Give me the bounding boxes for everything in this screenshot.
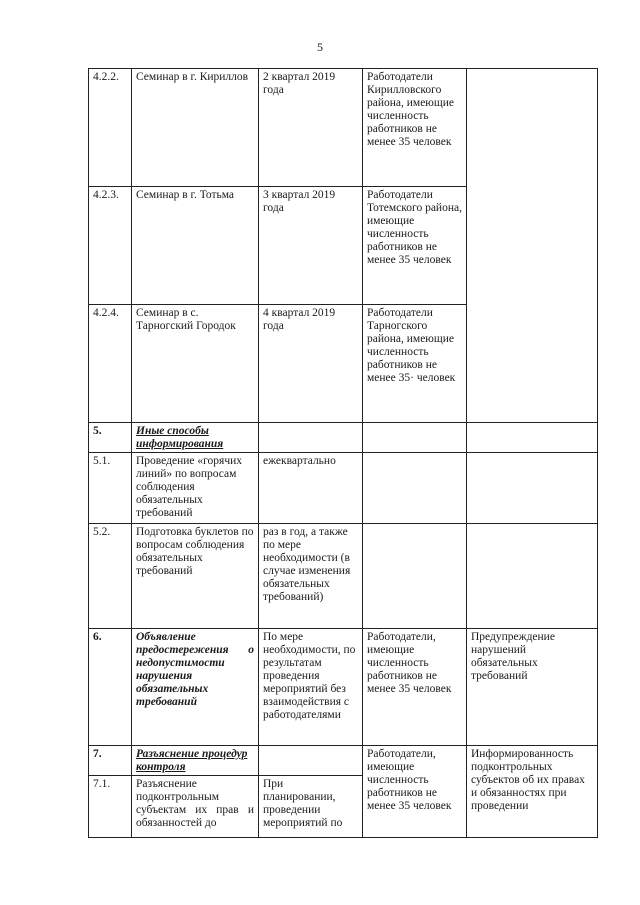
row-number: 4.2.4. xyxy=(89,305,132,423)
table-row xyxy=(89,629,598,746)
subjects-cell xyxy=(363,453,467,524)
term-cell xyxy=(259,423,363,453)
subjects-cell: Работодатели Кирилловского района, имеющие численность работников не менее 35 человек xyxy=(363,69,467,187)
event-cell: Разъяснение процедур контроля xyxy=(132,746,259,776)
subjects-cell: Работодатели, имеющие численность работников не менее 35 человек xyxy=(363,629,467,746)
table-row xyxy=(89,69,598,187)
row-number: 7.1. xyxy=(89,776,132,838)
table-row xyxy=(89,746,598,776)
event-cell: Подготовка буклетов по вопросам соблюдения обязательных требований xyxy=(132,524,259,629)
row-number: 5. xyxy=(89,423,132,453)
term-cell: раз в год, а также по мере необходимости (в случае изменения обязательных требований) xyxy=(259,524,363,629)
subjects-cell: Работодатели, имеющие численность работников не менее 35 человек xyxy=(363,746,467,838)
term-cell: 3 квартал 2019 года xyxy=(259,187,363,305)
row-number: 7. xyxy=(89,746,132,776)
result-cell xyxy=(467,69,598,423)
subjects-cell xyxy=(363,423,467,453)
result-cell: Предупреждение нарушений обязательных требований xyxy=(467,629,598,746)
row-number: 6. xyxy=(89,629,132,746)
result-cell xyxy=(467,423,598,453)
term-cell xyxy=(259,746,363,776)
event-cell: Разъяснение подконтрольным субъектам их прав и обязанностей до xyxy=(132,776,259,838)
row-number: 5.1. xyxy=(89,453,132,524)
subjects-cell xyxy=(363,524,467,629)
event-cell: Семинар в г. Тотьма xyxy=(132,187,259,305)
table-row xyxy=(89,453,598,524)
term-cell: 4 квартал 2019 года xyxy=(259,305,363,423)
result-cell: Информированность подконтрольных субъектов об их правах и обязанностях при проведении xyxy=(467,746,598,838)
row-number: 4.2.2. xyxy=(89,69,132,187)
event-cell: Объявление предостережения о недопустимости нарушения обязательных требований xyxy=(132,629,259,746)
row-number: 4.2.3. xyxy=(89,187,132,305)
event-cell: Семинар в с. Тарногский Городок xyxy=(132,305,259,423)
event-cell: Семинар в г. Кириллов xyxy=(132,69,259,187)
table-row xyxy=(89,423,598,453)
term-cell: По мере необходимости, по результатам проведения мероприятий без взаимодействия с работодателями xyxy=(259,629,363,746)
page-number: 5 xyxy=(317,40,323,54)
term-cell: ежеквартально xyxy=(259,453,363,524)
result-cell xyxy=(467,453,598,524)
term-cell: При планировании, проведении мероприятий по xyxy=(259,776,363,838)
event-cell: Иные способы информирования xyxy=(132,423,259,453)
term-cell: 2 квартал 2019 года xyxy=(259,69,363,187)
table-row xyxy=(89,524,598,629)
row-number: 5.2. xyxy=(89,524,132,629)
measures-table xyxy=(88,68,598,838)
result-cell xyxy=(467,524,598,629)
subjects-cell: Работодатели Тарногского района, имеющие численность работников не менее 35· человек xyxy=(363,305,467,423)
subjects-cell: Работодатели Тотемского района, имеющие численность работников не менее 35 человек xyxy=(363,187,467,305)
event-cell: Проведение «горячих линий» по вопросам соблюдения обязательных требований xyxy=(132,453,259,524)
